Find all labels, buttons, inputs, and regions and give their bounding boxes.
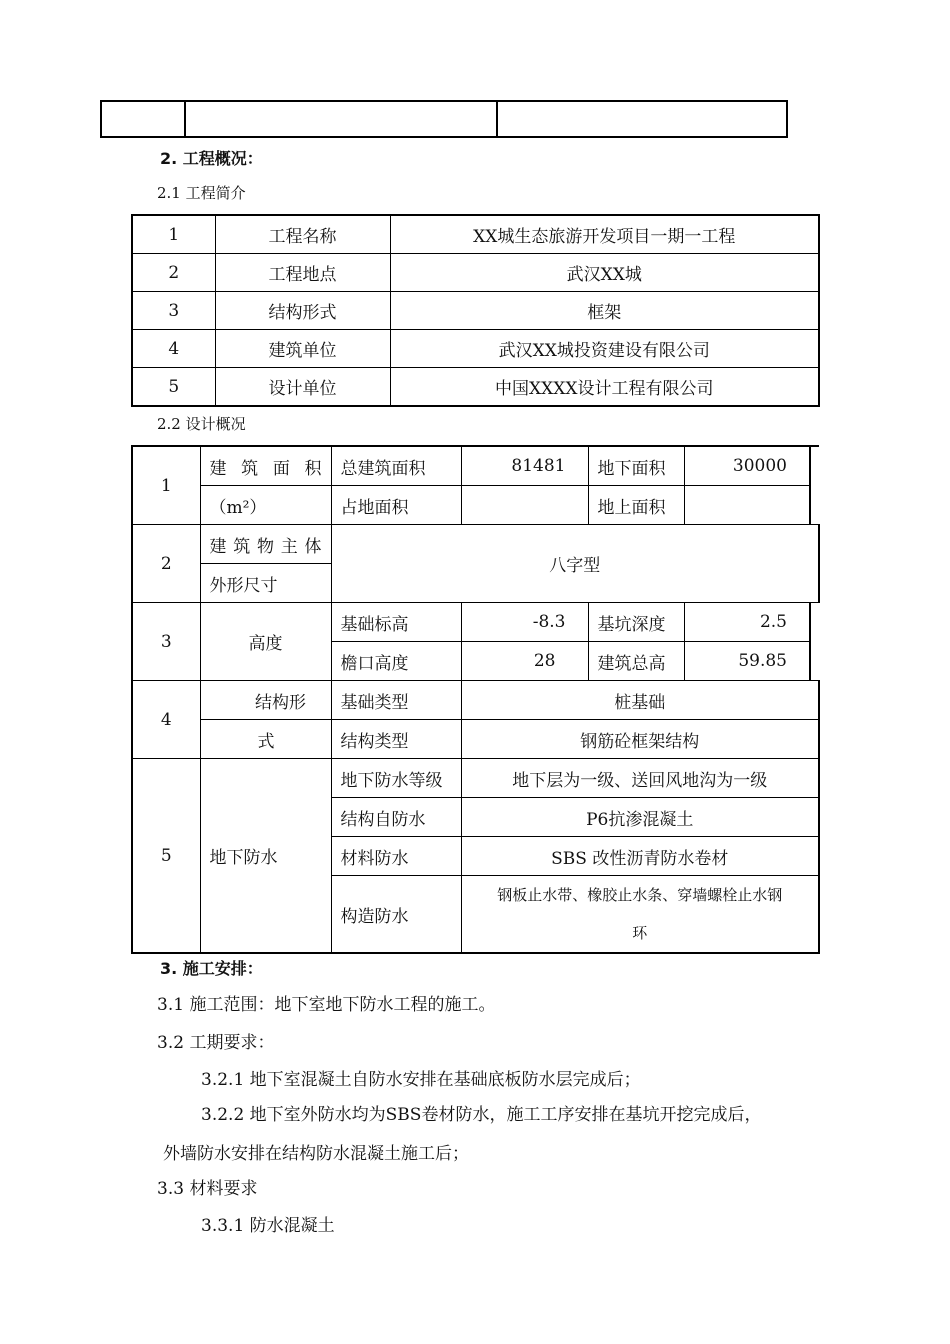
row-value: 武汉XX城: [390, 254, 819, 292]
paragraph: 3.2.2 地下室外防水均为SBS卷材防水，施工工序安排在基坑开挖完成后，: [201, 1105, 762, 1125]
field-key: 建筑总高: [588, 642, 684, 681]
table-row: [132, 681, 819, 720]
field-key: 结构类型: [331, 720, 461, 759]
field-key: 檐口高度: [331, 642, 461, 681]
project-intro-table: [131, 214, 820, 407]
row-number: 3: [132, 603, 200, 681]
table-row: [132, 330, 819, 368]
section-3-heading: 3. 施工安排：: [160, 959, 263, 978]
row-label: 工程名称: [215, 215, 390, 254]
field-key: 材料防水: [331, 837, 461, 876]
top-table-fragment: [100, 100, 788, 138]
row-number: 4: [132, 681, 200, 759]
paragraph: 3.1 施工范围：地下室地下防水工程的施工。: [157, 995, 496, 1015]
paragraph: 3.2 工期要求：: [157, 1033, 275, 1053]
field-value: -8.3: [461, 603, 588, 642]
row-value: 中国XXXX设计工程有限公司: [390, 368, 819, 407]
field-value: 钢筋砼框架结构: [461, 720, 819, 759]
paragraph: 3.3 材料要求: [157, 1179, 258, 1199]
row-label: 结构形: [200, 681, 331, 720]
subsection-2-1-heading: 2.1 工程简介: [157, 184, 246, 202]
table-cell: [101, 101, 185, 137]
field-value: P6抗渗混凝土: [461, 798, 819, 837]
table-cell: [497, 101, 787, 137]
row-label: 工程地点: [215, 254, 390, 292]
table-row: [132, 525, 819, 564]
field-key: 结构自防水: [331, 798, 461, 837]
table-row: [132, 759, 819, 798]
field-value: 2.5: [684, 603, 810, 642]
paragraph: 3.2.1 地下室混凝土自防水安排在基础底板防水层完成后；: [201, 1070, 641, 1090]
row-number: 1: [132, 446, 200, 525]
field-value: 30000: [684, 446, 810, 486]
table-row: [132, 603, 819, 642]
field-value: 八字型: [331, 525, 819, 603]
field-key: 地下面积: [588, 446, 684, 486]
row-number: 1: [132, 215, 215, 254]
empty-cell: [810, 486, 819, 525]
field-key: 基坑深度: [588, 603, 684, 642]
subsection-2-2-heading: 2.2 设计概况: [157, 415, 246, 433]
empty-cell: [810, 603, 819, 642]
row-label: 式: [200, 720, 331, 759]
field-value: [684, 486, 810, 525]
field-key: 基础标高: [331, 603, 461, 642]
row-value: XX城生态旅游开发项目一期一工程: [390, 215, 819, 254]
field-key: 占地面积: [331, 486, 461, 525]
row-label: 结构形式: [215, 292, 390, 330]
table-row: [132, 720, 819, 759]
field-value: 地下层为一级、送回风地沟为一级: [461, 759, 819, 798]
row-label: 高度: [200, 603, 331, 681]
empty-cell: [810, 642, 819, 681]
paragraph: 外墙防水安排在结构防水混凝土施工后；: [163, 1144, 469, 1164]
row-number: 5: [132, 368, 215, 407]
field-value-line: 环: [632, 924, 648, 942]
table-row: [132, 292, 819, 330]
paragraph: 3.3.1 防水混凝土: [201, 1216, 335, 1236]
row-label: 建筑单位: [215, 330, 390, 368]
field-key: 基础类型: [331, 681, 461, 720]
row-number: 4: [132, 330, 215, 368]
table-cell: [185, 101, 497, 137]
field-key: 地上面积: [588, 486, 684, 525]
row-value: 武汉XX城投资建设有限公司: [390, 330, 819, 368]
row-label: 设计单位: [215, 368, 390, 407]
field-value: 59.85: [684, 642, 810, 681]
table-row: [132, 368, 819, 407]
row-label-unit: （m²）: [200, 486, 331, 525]
section-2-heading: 2. 工程概况：: [160, 149, 263, 168]
row-number: 3: [132, 292, 215, 330]
row-label: 建 筑 面 积: [200, 446, 331, 486]
table-row: [132, 215, 819, 254]
field-value: 桩基础: [461, 681, 819, 720]
row-number: 2: [132, 525, 200, 603]
field-value-line: 钢板止水带、橡胶止水条、穿墙螺栓止水钢: [497, 886, 783, 904]
field-value: SBS 改性沥青防水卷材: [461, 837, 819, 876]
field-value: [461, 876, 819, 954]
row-label: 地下防水: [200, 759, 331, 954]
field-value: 28: [461, 642, 588, 681]
row-value: 框架: [390, 292, 819, 330]
field-key: 构造防水: [331, 876, 461, 954]
row-label: 建 筑 物 主 体: [200, 525, 331, 564]
row-number: 5: [132, 759, 200, 954]
field-key: 总建筑面积: [331, 446, 461, 486]
row-number: 2: [132, 254, 215, 292]
design-overview-table: [131, 445, 820, 954]
field-value: 81481: [461, 446, 588, 486]
field-key: 地下防水等级: [331, 759, 461, 798]
table-row: [132, 446, 819, 486]
empty-cell: [810, 446, 819, 486]
table-row: [132, 486, 819, 525]
table-row: [132, 254, 819, 292]
field-value: [461, 486, 588, 525]
row-label: 外形尺寸: [200, 564, 331, 603]
